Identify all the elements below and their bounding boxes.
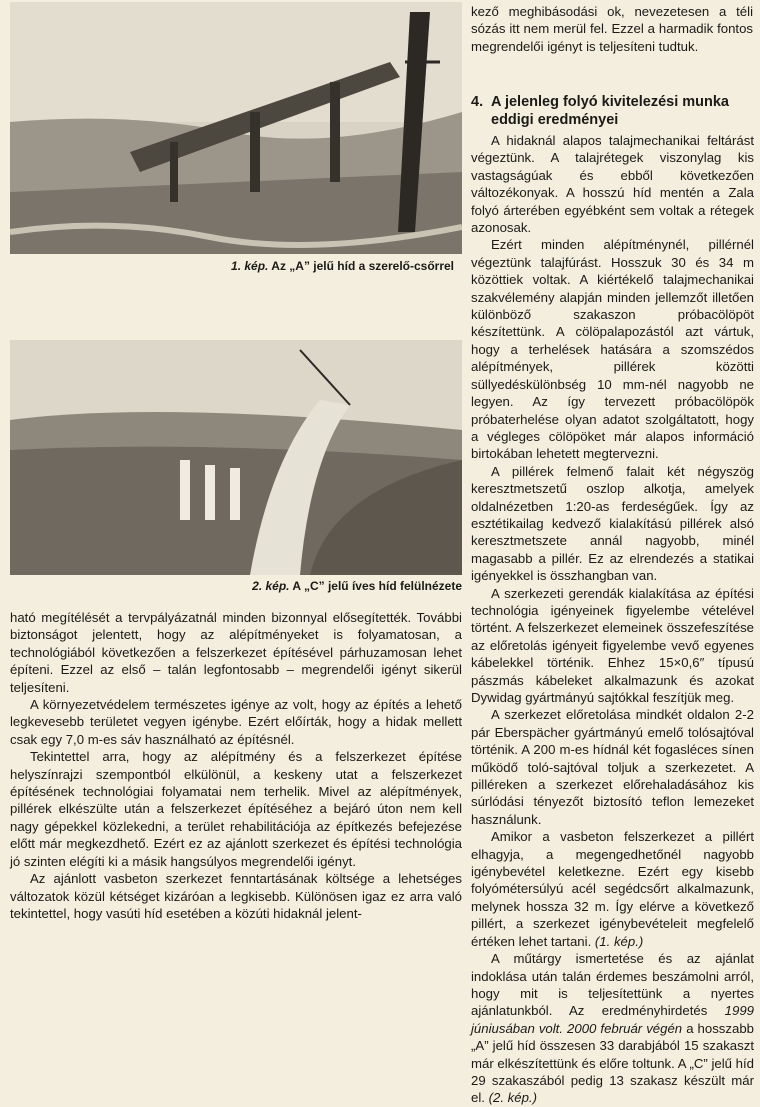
figure-2-reference: (2. kép.) xyxy=(488,1090,537,1106)
figure-2-caption xyxy=(10,579,462,593)
right-paragraph-5: A szerkezet előretolása mindkét oldalon 2-2 pár Eberspächer gyártmányú emelő tolósajtóval történik. A 200 m-es hídnál két fogasléces sínen működő toló-sajtóval toljuk a szerkezetet. A pilléreken a szerkezet előrehaladásához kis súrlódási tényezőt biztosító teflon lemezeket használunk. xyxy=(471,707,754,827)
figure-1-caption xyxy=(10,259,454,273)
figure-1-label: 1. kép. xyxy=(231,259,269,273)
right-paragraph-4: A szerkezeti gerendák kialakítása az építési technológia igényeinek figyelembe vételével történt. A felszerkezet elemeinek összefeszítése az előretolás igényeit figyelembe vevő egyenes kábelekkel történik. Ehhez 15×0,6″ típusú pászmás kábeleket alkalmazunk és azokat Dywidag gyártmányú sajtókkal feszítjük meg. xyxy=(471,585,754,705)
right-paragraph-1: A hidaknál alapos talajmechanikai feltárást végeztünk. A talajrétegek viszonylag kis vastagságúak és ebből következően változékonyak. A hosszú híd mentén a Zala folyó árterében egyébként sem voltak a rétegek azonosak. xyxy=(471,133,754,236)
section-title-line2: eddigi eredményei xyxy=(491,112,619,128)
progress-date: 2000 február végén xyxy=(567,1020,683,1036)
right-paragraph-6-text: Amikor a vasbeton felszerkezet a pillért elhagyja, a megengedhetőnél nagyobb igénybevétel keletkezne. Ezért egy kisebb folyómétersúlyú acél segédcsőrt alkalmazunk, melynek hossza 32 m. Így elérve a következő pillért, a szerkezet igénybevételeit megfelelő értéken lehet tartani. xyxy=(471,829,754,949)
right-column-top xyxy=(471,3,753,55)
photo-bridge-a xyxy=(10,2,462,254)
figure-1-text: Az „A” jelű híd a szerelő-csőrrel xyxy=(271,259,454,273)
photo-bridge-c xyxy=(10,340,462,575)
left-paragraph-2: A környezetvédelem természetes igénye az volt, hogy az építés a lehető legkevesebb területet vegyen igénybe. Ezért előírták, hogy a hidak mellett csak egy 7,0 m-es sáv használható az építésnél. xyxy=(10,697,462,747)
left-paragraph-3: Tekintettel arra, hogy az alépítmény és a felszerkezet építése helyszínrajzi szempontból elkülönül, a keskeny utat a felszerkezet építésének technológiai folyamatai nem terhelik. Mivel az alépítmények, pillérek elkészülte után a felszerkezet építéséhez a bejáró úton nem kell nagy gépekkel közlekedni, a terület rehabilitációja az építkezés befejezése előtt már megkezdhető. Ezért ez az ajánlott szerkezet és építési technológia jó szinten elégíti ki a másik hangsúlyos megrendelői igényt. xyxy=(10,749,462,869)
right-column xyxy=(471,132,754,1107)
figure-2-label: 2. kép. xyxy=(252,579,290,593)
left-paragraph-4: Az ajánlott vasbeton szerkezet fenntartásának költsége a lehetséges változatok közül kétséget kizáróan a legkisebb. Különösen igaz ez arra való tekintettel, hogy vasúti híd esetében a közúti hidaknál jelent- xyxy=(10,871,462,921)
section-number: 4. xyxy=(471,94,484,110)
right-paragraph-3: A pillérek felmenő falait két négyszög keresztmetszetű oszlop alkotja, amelyek oldalnézetben 1:20-as ferdeségűek. Így az esztétikailag kedvező kialakítású pillérek alsó keresztmetszete annál nagyobb, minél magasabb a pillér. Ez az elrendezés a statikai igényekkel is összhangban van. xyxy=(471,463,754,584)
left-paragraph-1: ható megítélését a tervpályázatnál minden bizonnyal elősegítették. További biztonságot jelentett, hogy az alépítményeket is folyamatosan, a technológiából következően a felszerkezet építésével párhuzamosan lehet építeni. Ezzel az első – talán legfontosabb – megrendelői igényt sikerül teljesíteni. xyxy=(10,610,462,695)
figure-1-reference: (1. kép.) xyxy=(594,933,644,949)
section-heading xyxy=(471,93,756,129)
right-intro-paragraph: kező meghibásodási ok, nevezetesen a téli sózás itt nem merül fel. Ezzel a harmadik fontos megrendelői igényt is teljesíteni tudtuk. xyxy=(471,4,753,54)
left-column xyxy=(10,609,462,922)
right-paragraph-7-cont: a hosszabb „A” jelű híd összesen 33 darabjából 15 szakaszt már elkészítettünk és előre toltunk. A „C” jelű híd 29 szakaszából pedig 13 szakasz készült már el. xyxy=(471,1020,754,1106)
right-paragraph-7-text: A műtárgy ismertetése és az ajánlat indoklása után talán érdemes beszámolni arról, hogy mit is teljesítettünk a nyertes ajánlatunkból. Az eredményhirdetés xyxy=(471,951,754,1019)
right-paragraph-6 xyxy=(471,828,754,950)
award-date: 1999 júniusában volt. xyxy=(471,1003,755,1036)
figure-2-text: A „C” jelű íves híd felülnézete xyxy=(292,579,462,593)
right-paragraph-2: Ezért minden alépítménynél, pillérnél végeztünk talajfúrást. Hosszuk 30 és 34 m közöttiek voltak. A kiértékelő talajmechanikai szakvélemény alapján minden jellemzőt illetően különböző szakaszon próbacölöpöt készítettünk. A cölöpalapozástól azt vártuk, hogy a terhelések hatására a szomszédos alépítmények, pillérek közötti süllyedéskülönbség 10 mm-nél nagyobb ne legyen. Az így tervezett próbacölöpök próbaterhelése olyan adatot szolgáltatott, hogy a végleges cölöpöket már alapos információ birtokában lehetett megtervezni. xyxy=(471,237,754,462)
section-title-line1: A jelenleg folyó kivitelezési munka xyxy=(491,94,729,110)
right-paragraph-7 xyxy=(471,950,754,1107)
